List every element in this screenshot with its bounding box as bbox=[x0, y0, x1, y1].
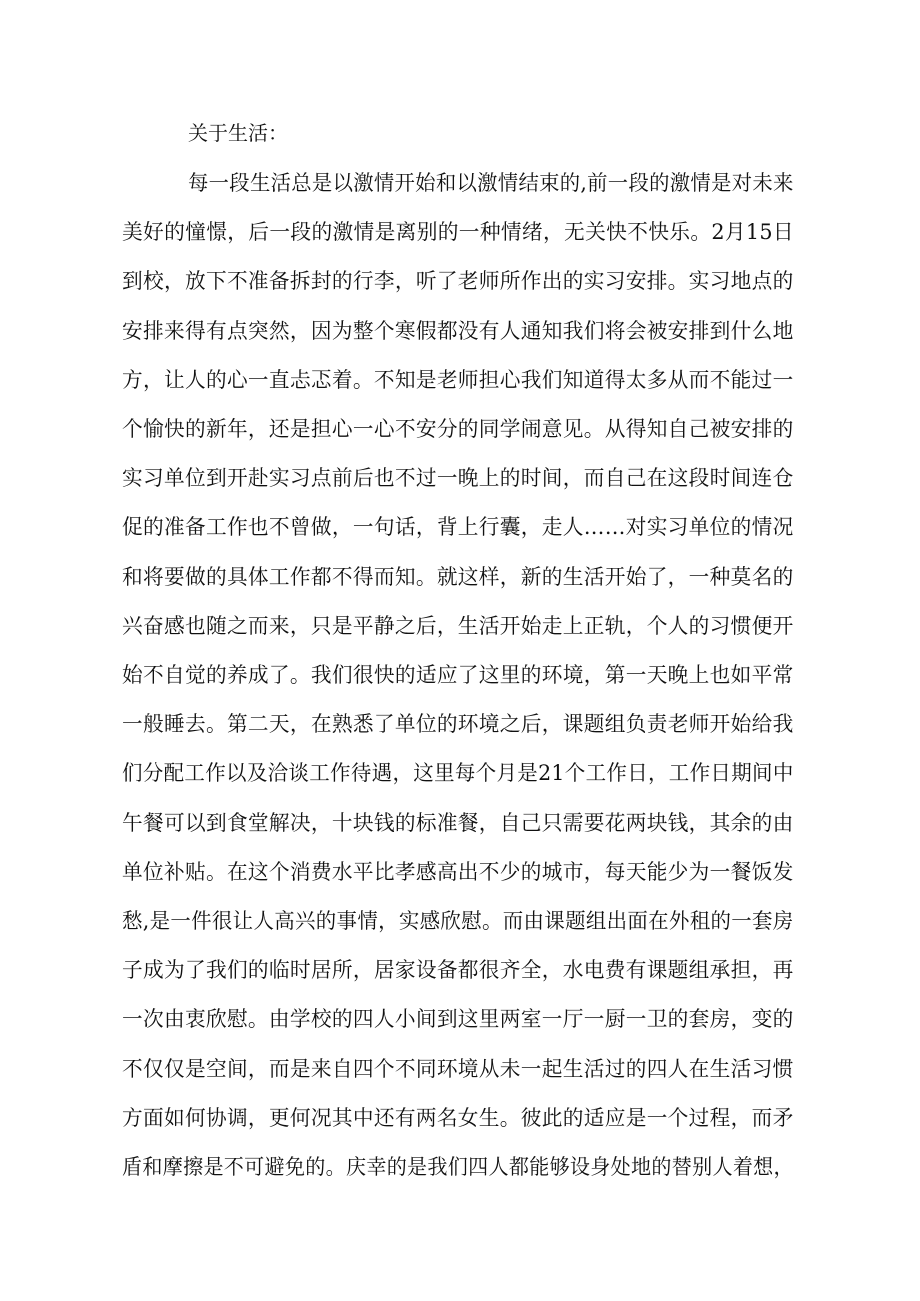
paragraph-line: 愁,是一件很让人高兴的事情，实感欣慰。而由课题组出面在外租的一套房 bbox=[122, 909, 794, 933]
paragraph-line: 个愉快的新年，还是担心一心不安分的同学闹意见。从得知自己被安排的 bbox=[122, 417, 794, 441]
section-heading: 关于生活： bbox=[188, 121, 288, 145]
paragraph-line: 安排来得有点突然，因为整个寒假都没有人通知我们将会被安排到什么地 bbox=[122, 318, 794, 343]
paragraph-line: 们分配工作以及洽谈工作待遇，这里每个月是21个工作日，工作日期间中 bbox=[122, 761, 794, 786]
paragraph-line: 每一段生活总是以激情开始和以激情结束的,前一段的激情是对未来 bbox=[188, 171, 794, 195]
paragraph-line: 一般睡去。第二天，在熟悉了单位的环境之后，课题组负责老师开始给我 bbox=[122, 712, 794, 737]
paragraph-line: 始不自觉的养成了。我们很快的适应了这里的环境，第一天晚上也如平常 bbox=[122, 663, 794, 687]
paragraph-line: 到校，放下不准备拆封的行李，听了老师所作出的实习安排。实习地点的 bbox=[122, 269, 794, 294]
paragraph-line: 和将要做的具体工作都不得而知。就这样，新的生活开始了，一种莫名的 bbox=[122, 564, 794, 589]
paragraph-line: 美好的憧憬，后一段的激情是离别的一种情绪，无关快不快乐。2月15日 bbox=[122, 220, 794, 245]
paragraph-line: 不仅仅是空间，而是来自四个不同环境从未一起生活过的四人在生活习惯 bbox=[122, 1056, 794, 1081]
paragraph-line: 方面如何协调，更何况其中还有两名女生。彼此的适应是一个过程，而矛 bbox=[122, 1105, 794, 1130]
paragraph-line: 单位补贴。在这个消费水平比孝感高出不少的城市，每天能少为一餐饭发 bbox=[122, 859, 794, 884]
paragraph-line: 方，让人的心一直忐忑着。不知是老师担心我们知道得太多从而不能过一 bbox=[122, 367, 794, 392]
paragraph-line: 一次由衷欣慰。由学校的四人小间到这里两室一厅一厨一卫的套房，变的 bbox=[122, 1007, 794, 1032]
paragraph-line: 子成为了我们的临时居所，居家设备都很齐全，水电费有课题组承担，再 bbox=[122, 958, 794, 983]
paragraph-line: 实习单位到开赴实习点前后也不过一晚上的时间，而自己在这段时间连仓 bbox=[122, 466, 794, 491]
paragraph-line: 午餐可以到食堂解决，十块钱的标准餐，自己只需要花两块钱，其余的由 bbox=[122, 810, 794, 835]
paragraph-line: 促的准备工作也不曾做，一句话，背上行囊，走人……对实习单位的情况 bbox=[122, 515, 794, 540]
paragraph-line: 盾和摩擦是不可避免的。庆幸的是我们四人都能够设身处地的替别人着想， bbox=[122, 1155, 794, 1179]
paragraph-line: 兴奋感也随之而来，只是平静之后，生活开始走上正轨，个人的习惯便开 bbox=[122, 613, 794, 638]
